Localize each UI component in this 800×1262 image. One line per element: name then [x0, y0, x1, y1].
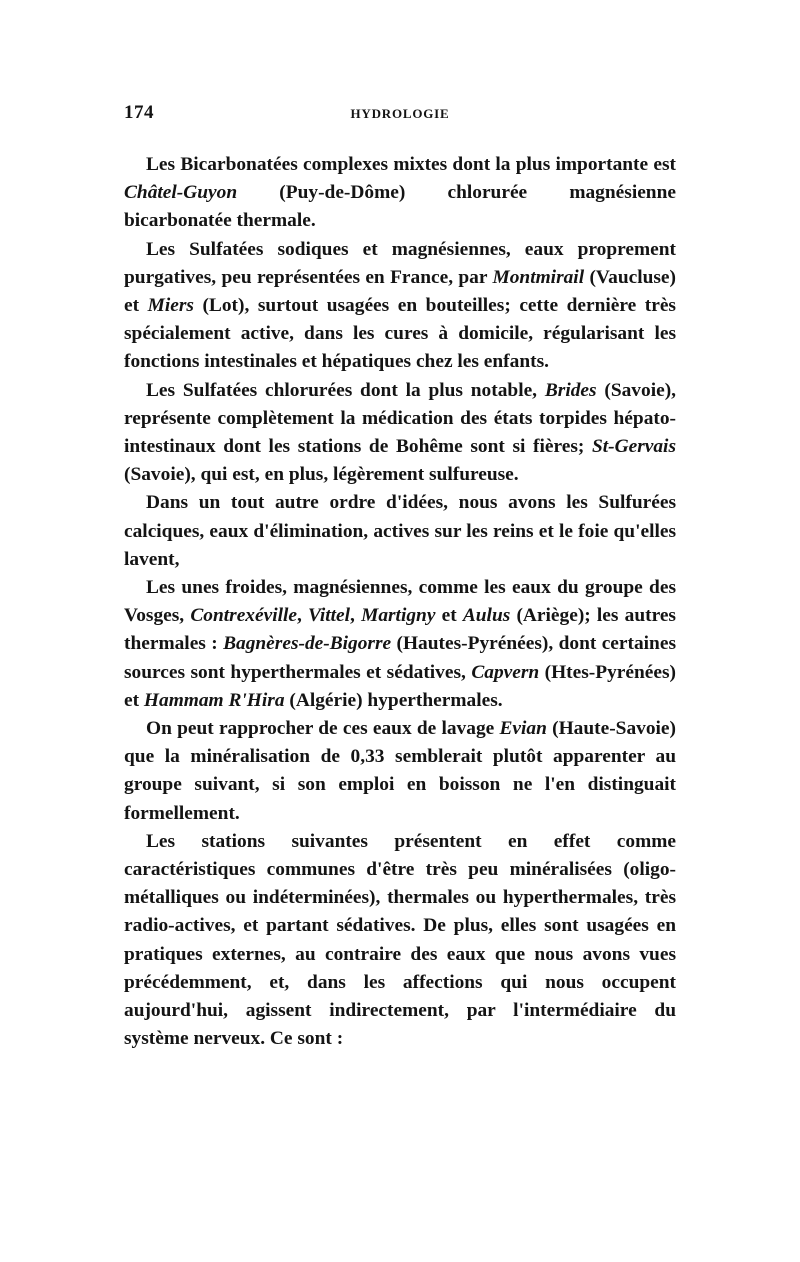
place-name: Montmirail [492, 266, 585, 288]
place-name: Aulus [462, 605, 511, 627]
body-text [124, 151, 676, 1054]
place-name: Miers [147, 295, 194, 317]
place-name: Capvern [471, 661, 540, 683]
place-name: Contrexéville [190, 605, 297, 627]
place-name: Hammam R'Hira [143, 689, 285, 711]
place-name: Brides [544, 379, 597, 401]
place-name: Vittel [308, 605, 351, 627]
running-title: HYDROLOGIE [350, 106, 450, 121]
place-name: Martigny [361, 605, 436, 627]
paragraph-stations-suivantes: Les stations suivantes présentent en effet comme caractéristiques communes d'être très peu minéralisées (oligo-métalliques ou indéterminées), thermales ou hyperthermales, très radio-actives, et partant sédatives. De plus, elles sont usagées en pratiques externes, au contraire des eaux que nous avons vues précédemment, et, dans les affections qui nous occupent aujourd'hui, agissent indirectement, par l'intermédiaire du système nerveux. Ce sont : [124, 830, 676, 1050]
paragraph-sulfurees-calciques: Dans un tout autre ordre d'idées, nous avons les Sulfurées calciques, eaux d'élimination, actives sur les reins et le foie qu'elles lavent, [124, 492, 676, 570]
page-number: 174 [124, 102, 154, 123]
paragraph-sulfatees-sodiques: Les Sulfatées sodiques et magnésiennes, eaux proprement purgatives, peu représentées en France, par Montmirail (Vaucluse) et Miers (Lot), surtout usagées en bouteilles; cette dernière très spécialement active, dans les cures à domicile, régularisant les fonctions intestinales et hépatiques chez les enfants. [124, 238, 676, 373]
page-header [124, 100, 676, 122]
paragraph-evian: On peut rapprocher de ces eaux de lavage Evian (Haute-Savoie) que la minéralisation de 0,33 semblerait plutôt apparenter au groupe suivant, si son emploi en boisson ne l'en distinguait formellement. [124, 718, 676, 824]
place-name: Evian [499, 718, 547, 740]
place-name: Bagnères-de-Bigorre [223, 633, 392, 655]
paragraph-bicarbonatees: Les Bicarbonatées complexes mixtes dont la plus importante est Châtel-Guyon (Puy-de-Dôme) chlorurée magnésienne bicarbonatée thermale. [124, 154, 676, 232]
place-name: St-Gervais [591, 436, 676, 458]
place-name: Châtel-Guyon [124, 182, 238, 204]
paragraph-sulfatees-chlorurees: Les Sulfatées chlorurées dont la plus notable, Brides (Savoie), représente complètement la médication des états torpides hépato-intestinaux dont les stations de Bohême sont si fières; St-Gervais (Savoie), qui est, en plus, légèrement sulfureuse. [124, 379, 676, 486]
paragraph-eaux-froides-thermales: Les unes froides, magnésiennes, comme les eaux du groupe des Vosges, Contrexéville, Vittel, Martigny et Aulus (Ariège); les autres thermales : Bagnères-de-Bigorre (Hautes-Pyrénées), dont certaines sources sont hyperthermales et sédatives, Capvern (Htes-Pyrénées) et Hammam R'Hira (Algérie) hyperthermales. [124, 577, 676, 711]
book-page [124, 100, 676, 1054]
